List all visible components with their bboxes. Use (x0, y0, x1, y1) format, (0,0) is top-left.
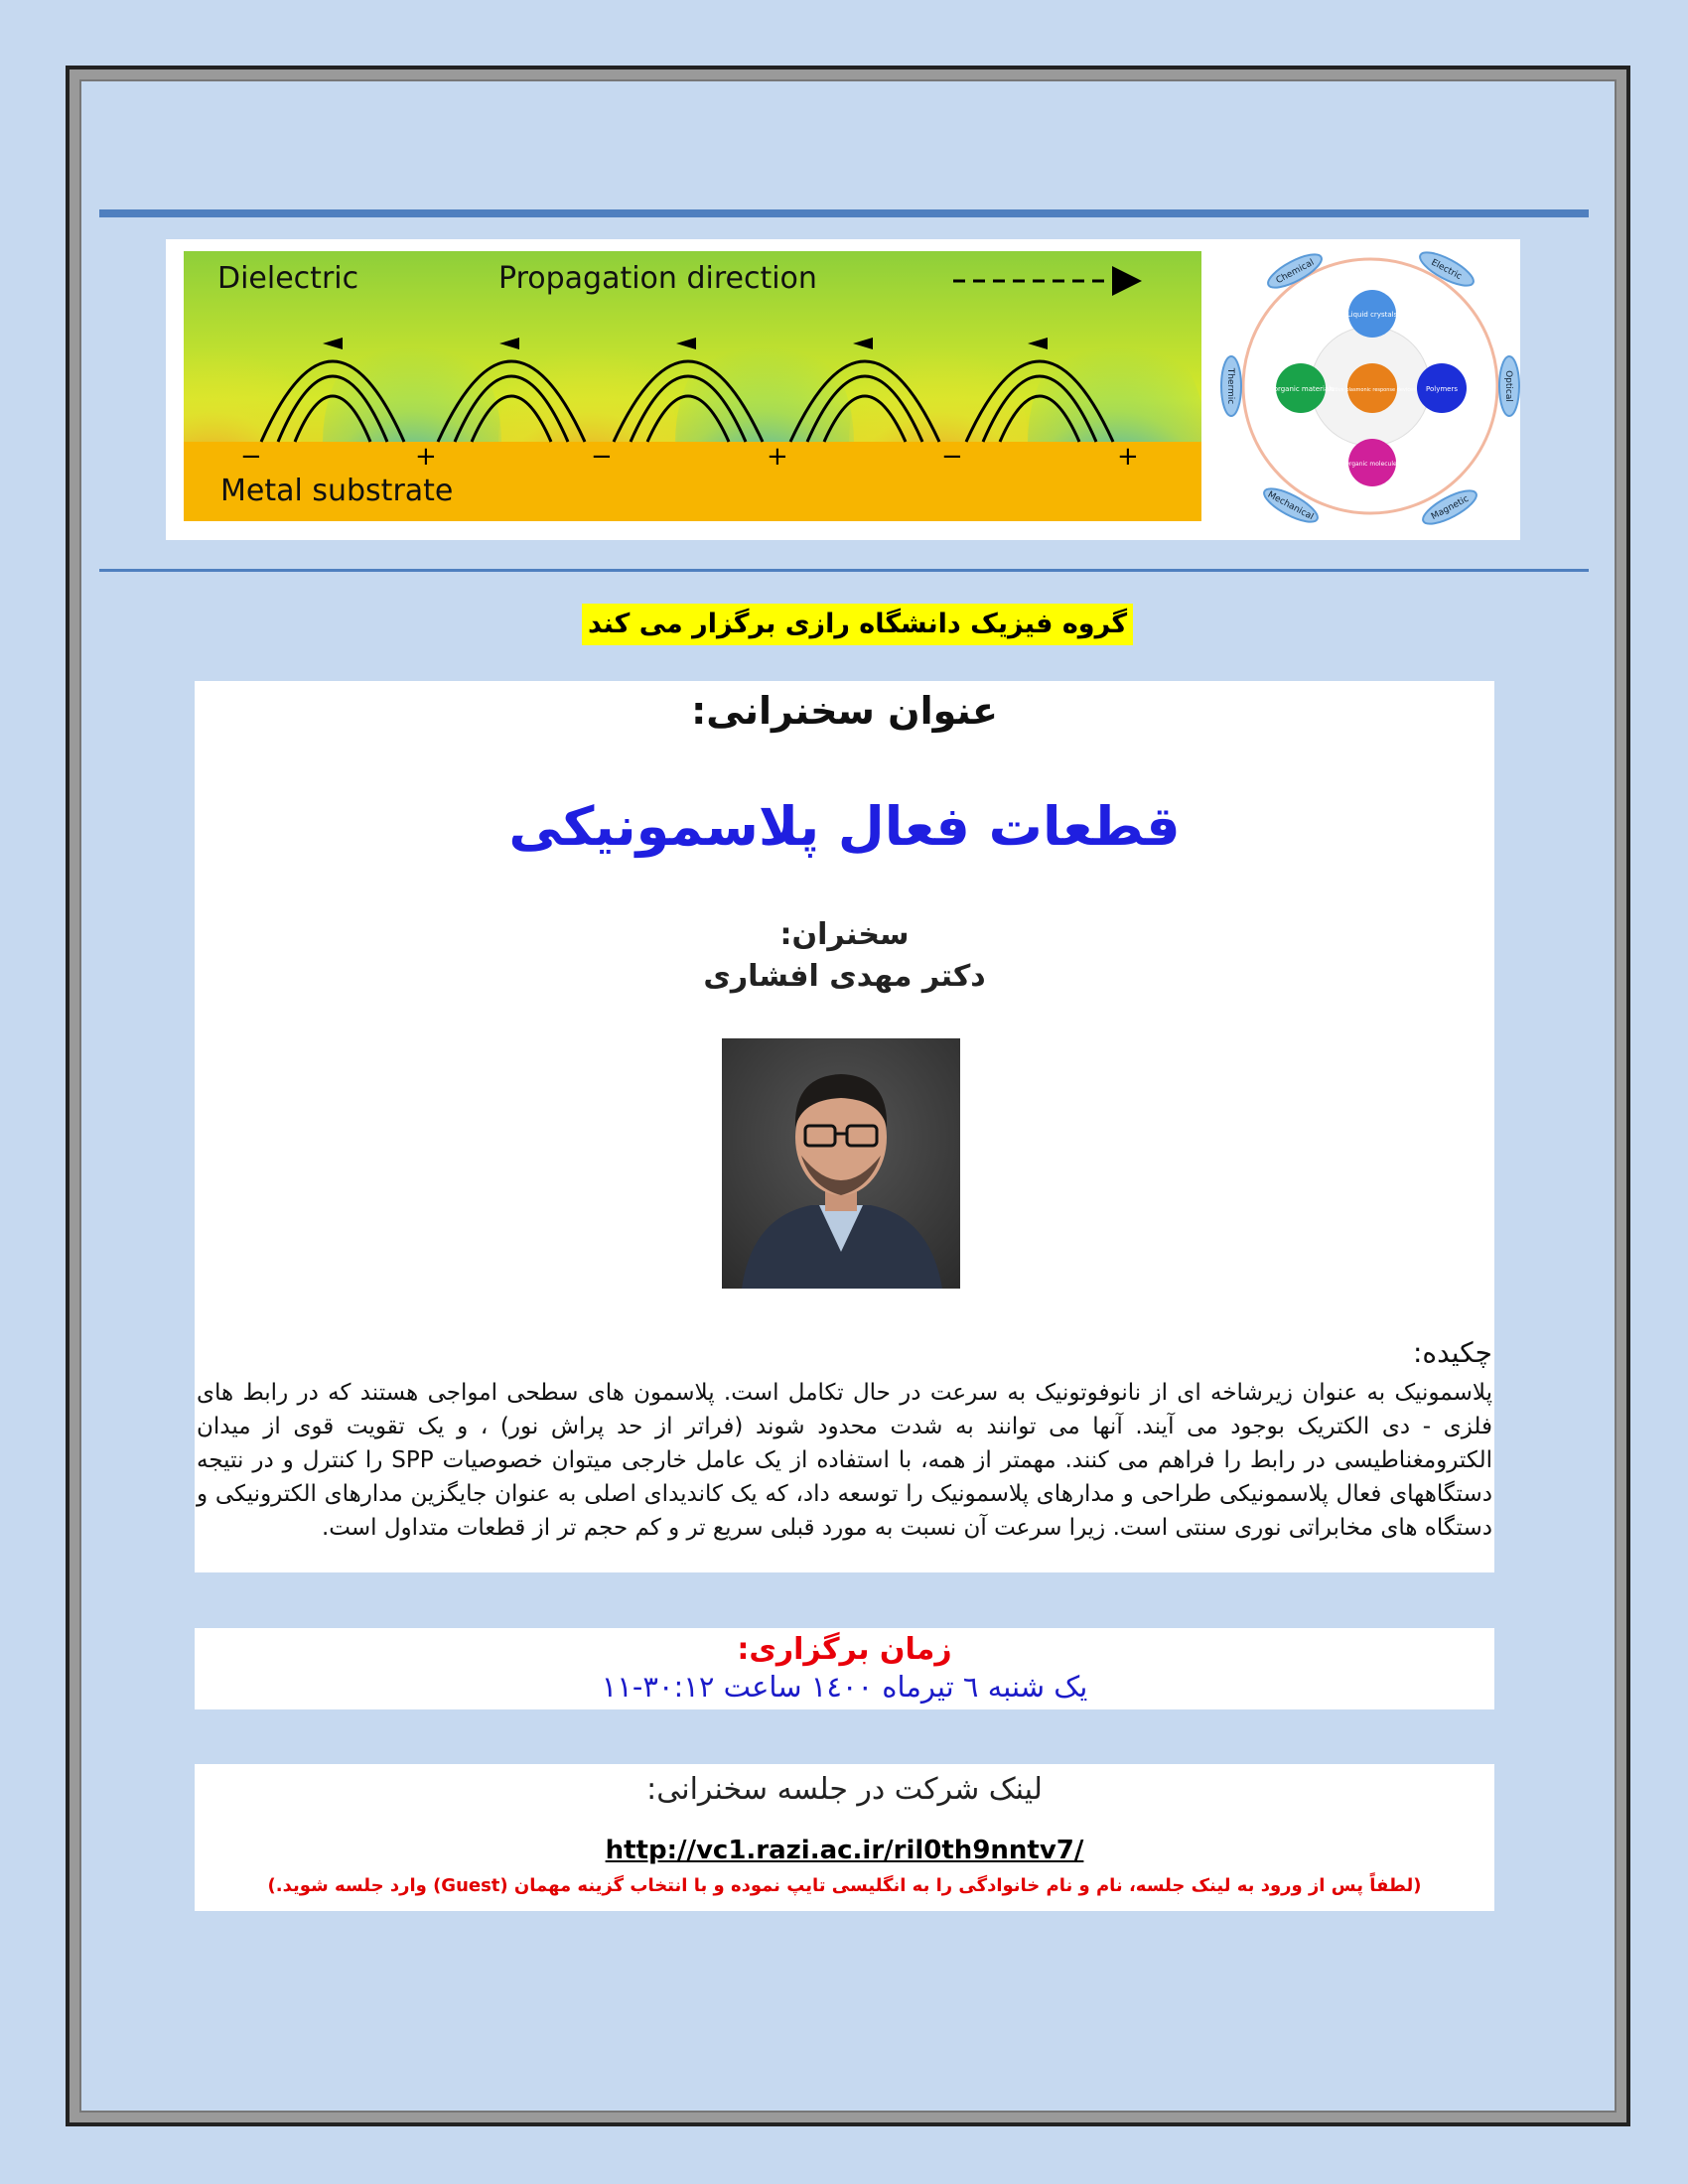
meeting-link-label: لینک شرکت در جلسه سخنرانی: (646, 1772, 1043, 1807)
metal-substrate-label: Metal substrate (220, 474, 454, 508)
stimulus-label: Magnetic (1429, 493, 1472, 522)
charge-label: − (941, 442, 963, 472)
material-label: Organic molecules (1344, 461, 1400, 468)
material-label: Active plasmonic response devices (1329, 387, 1416, 393)
charge-label: − (240, 442, 262, 472)
charge-label: + (1117, 442, 1139, 472)
speaker-name: دکتر مهدی افشاری (703, 959, 986, 994)
stimulus-label: Optical (1503, 370, 1513, 402)
stimulus-label: Mechanical (1265, 489, 1316, 523)
stimulus-label: Electric (1429, 257, 1464, 283)
meeting-link-note: (لطفاً پس از ورود به لینک جلسه، نام و نام خانوادگی را به انگلیسی تایپ نموده و با انتخاب گزینه مهمان (Guest) وارد جلسه شوید.) (267, 1875, 1422, 1896)
header-rule (99, 209, 1589, 217)
stimulus-label: Chemical (1274, 257, 1317, 287)
speaker-photo (722, 1038, 960, 1289)
abstract-label: چکیده: (1412, 1336, 1492, 1369)
talk-title: قطعات فعال پلاسمونیکی (508, 795, 1181, 858)
meeting-link[interactable]: http://vc1.razi.ac.ir/ril0th9nntv7/ (605, 1836, 1084, 1865)
talk-info-panel (195, 681, 1494, 1572)
material-label: Inorganic materials (1267, 385, 1335, 393)
section-rule (99, 569, 1589, 572)
organizer-banner: گروه فیزیک دانشگاه رازی برگزار می کند (582, 604, 1133, 645)
stimulus-label: Thermic (1225, 367, 1235, 405)
abstract-text: پلاسمونیک به عنوان زیرشاخه ای از نانوفوتونیک به سرعت در حال تکامل است. پلاسمون های سطحی امواجی هستند که در رابط های فلزی - دی الکتریک بوجود می آیند. آنها می توانند به شدت محدود شوند (فراتر از حد پراش نور) ، و یک تقویت قوی از میدان الکترومغناطیسی در رابط را فراهم می کنند. مهمتر از همه، با استفاده از یک عامل خارجی میتوان خصوصیات SPP را کنترل و در نتیجه دستگاههای فعال پلاسمونیکی طراحی و مدارهای پلاسمونیک را توسعه داد، که یک کاندیدای اصلی به عنوان جایگزین مدارهای الکترونیکی و دستگاه های مخابراتی نوری سنتی است. زیرا سرعت آن نسبت به مورد قبلی سریع تر و کم حجم تر از قطعات متداول است. (197, 1380, 1492, 1541)
material-label: Liquid crystals (1346, 311, 1398, 319)
material-label: Polymers (1426, 385, 1458, 393)
charge-label: + (767, 442, 788, 472)
propagation-label: Propagation direction (498, 261, 817, 296)
charge-label: + (415, 442, 437, 472)
schedule-label: زمان برگزاری: (737, 1632, 952, 1667)
talk-title-label: عنوان سخنرانی: (691, 689, 998, 733)
meeting-link-panel (195, 1764, 1494, 1911)
dielectric-label: Dielectric (217, 261, 359, 296)
charge-label: − (591, 442, 613, 472)
stimuli-circle-figure (1213, 239, 1520, 540)
speaker-label: سخنران: (779, 917, 910, 952)
schedule-panel (195, 1628, 1494, 1709)
schedule-value: یک شنبه ٦ تیرماه ١٤٠٠ ساعت ٣٠:١٢-١١ (601, 1670, 1088, 1704)
banner (166, 239, 1520, 540)
